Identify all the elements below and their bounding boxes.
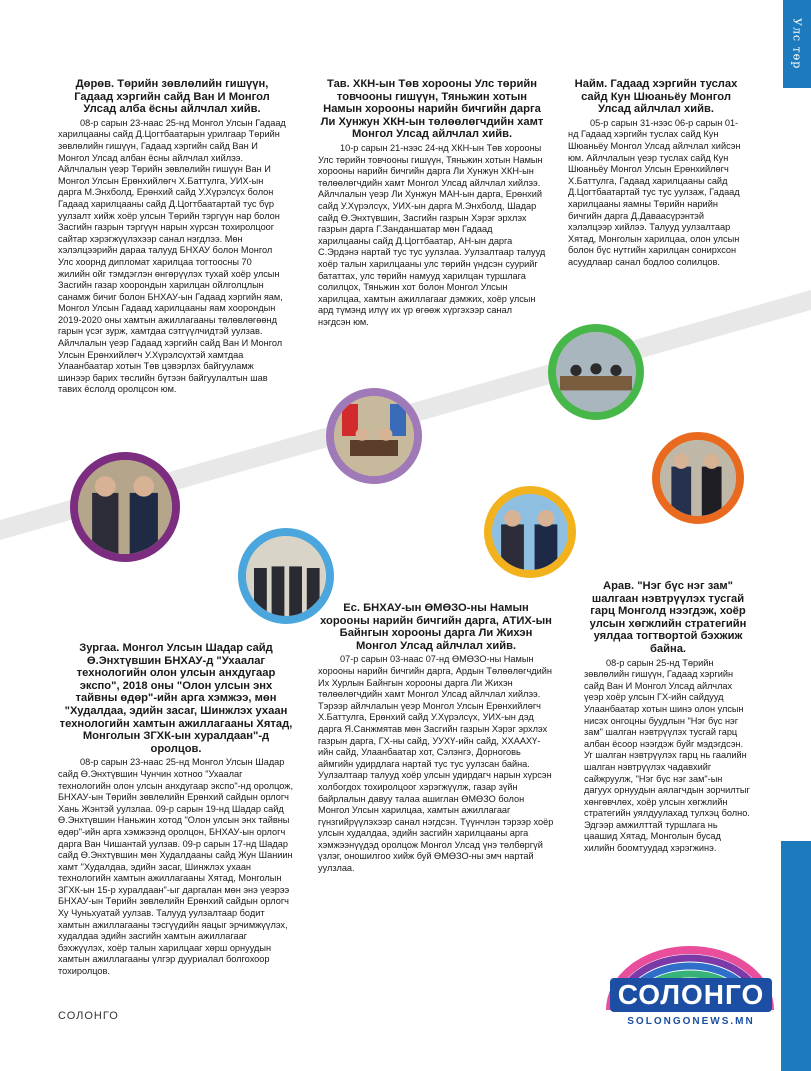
- corner-bar: [781, 841, 811, 1071]
- article-body: 08-р сарын 23-наас 25-нд Монгол Улсын Гадаад харилцааны сайд Д.Цогтбаатарын урилгаар Төрийн зөвлөлийн гишүүн, Гадаад хэргийн сайд Ван И Монгол Улсад албан ёсны айлчлал хийлээ. Айлчлалын үеэр Төрийн зөвлөлийн гишүүн Ван И Монгол Улсын Ерөнхийлөгч Х.Баттулга, УИХ-ын дарга М.Энхболд, Ерөнхий сайд У.Хүрэлсүх болон Гадаад харилцааны сайд Д.Цогтбаатартай тус бүр уулзалт хийж хоёр улсын Төрийн тэргүүн нар болон Засгийн газрын тэргүүн нарын хүрсэн тохиролцоог сайтар хэрэгжүүлэхээр санал нэгдлээ. Мөн хэлэлцээрийн дараа талууд БНХАУ болон Монгол Улс хоорнд дипломат харилцаа тогтоосны 70 жилийн ойг тэмдэглэн өнгөрүүлэх тухай хоёр улсын Засгийн газар хоорондын харилцан ойлголцлын санамж бичиг болон БНХАУ-ын Гадаад хэргийн яам, Монгол Улсын Гадаад харилцааны яам хоорондын 2019-2020 оны хамтын ажиллагааны төлөвлөгөөнд гарын үсэг зурж, хамтдаа сэтгүүлчидтэй уулзав. Айлчлалын үеэр Гадаад хэргийн сайд Ван И Монгол Улсын Ерөнхийлөгч У.Хүрэлсүхтэй хамтдаа Улаанбаатар хотын Төв цэвэрлэх байгууламж шинээр барих төслийн бүтээн байгуулалтын шав тавих ёслолд оролцсон юм.: [58, 117, 286, 395]
- photo-bubble-3: [548, 324, 644, 420]
- article-body: 07-р сарын 03-наас 07-нд ӨМӨЗО-ны Намын хорооны нарийн бичгийн дарга, Ардын Төлөөлөгчдийн Их Хурлын Байнгын хорооны дарга Ли Жихэн төлөөлөгчдийн хамт Монгол Улсад айлчлал хийлээ. Тэрээр айлчлалын үеэр Монгол Улсын Ерөнхийлөгч Х.Баттулга, Ерөнхий сайд У.Хүрэлсүх, УИХ-ын дэд дарга Я.Санжмятав мөн Засгийн газрын Хэрэг эрхлэх газрын дарга, ГХ-ны сайд, УУХҮ-ийн сайд, ХХААХҮ-ийн сайд, Улаанбаатар хот, Сэлэнгэ, Дорноговь аймгийн удирдлага нартай тус тус уулзсан байна. Уулзалтаар талууд хоёр улсын удирдагч нарын хүрсэн холбогдох тохиролцоог хэрэгжүүлж, газар зүйн байрлалын давуу талаа ашиглан ӨМӨЗО болон Монгол Улсын харилцаа, хамтын ажиллагааг гүнзгийрүүлэхээр санал нэгдсэн. Түүнчлэн тэрээр хоёр улсын худалдаа, эдийн засгийн харилцааны арга хэмжээнүүдэд оролцож Монгол Улсад үнэ төлбөргүй үзлэг, оношилгоо хийж буй ӨМӨЗО-ны эмч нартай уулзлаа.: [318, 654, 554, 874]
- photo-table-icon: [556, 332, 636, 412]
- article-3: [568, 78, 744, 269]
- article-body: 05-р сарын 31-нээс 06-р сарын 01-нд Гадаад хэргийн туслах сайд Кун Шюаньёу Монгол Улсад айлчлал хийсэн юм. Айлчлалын үеэр туслах сайд Кун Шюаньёу Монгол Улсын Ерөнхийлөгч Х.Баттулга, Гадаад харилцааны сайд Д.Цогтбаатартай тус тус уулзаж, Гадаад харилцааны яамны Төрийн нарийн бичгийн дарга Д.Даваасүрэнтэй хэлэлцээр хийлээ. Талууд уулзалтаар Хятад, Монголын харилцаа, олон улсын болон бүс нутгийн харилцан сонирхсон асуудлаар санал бодлоо солилцов.: [568, 117, 741, 267]
- logo-title: СОЛОНГО: [610, 978, 772, 1012]
- photo-handshake-icon: [492, 494, 568, 570]
- photo-officials-icon: [660, 440, 736, 516]
- logo-site: SOLONGONEWS.MN: [627, 1016, 755, 1027]
- section-tab: Улс төр: [783, 0, 811, 88]
- photo-meeting-icon: [334, 396, 414, 476]
- article-5: [318, 602, 554, 875]
- photo-bubble-4: [652, 432, 744, 524]
- article-title: Ес. БНХАУ-ын ӨМӨЗО-ны Намын хорооны нарийн бичгийн дарга, АТИХ-ын Байнгын хорооны дарга Ли Жихэн Монгол Улсад айлчлал хийв.: [320, 602, 552, 652]
- article-title: Дөрөв. Төрийн зөвлөлийн гишүүн, Гадаад хэргийн сайд Ван И Монгол Улсад алба ёсны айлчлал хийв.: [74, 78, 270, 116]
- article-4: [58, 642, 294, 978]
- photo-handshake-icon: [78, 460, 172, 554]
- article-6: [584, 580, 752, 855]
- article-body: 10-р сарын 21-нээс 24-нд ХКН-ын Төв хорооны Улс төрийн товчооны гишүүн, Тяньжин хотын Намын хорооны нарийн бичгийн дарга Ли Хунжун ХКН-ын төлөөлөгчдийн хамт Монгол Улсад айлчлал хийлээ. Айлчлалын үеэр Ли Хунжун МАН-ын дарга, Ерөнхий сайд У.Хүрэлсүх, УИХ-ын дарга М.Энхболд, Шадар сайд Ө.Энхтүвшин, Засгийн газрын Хэрэг эрхлэх газрын дарга Г.Занданшатар мөн Гадаад харилцааны сайд Д.Цогтбаатар, АН-ын дарга С.Эрдэнэ нартай тус тус уулзлаа. Уулзалтаар талууд хоёр талын харилцааны улс төрийн үндсэн суурийг бататтах, улс төрийн намууд харилцан туршлага солилцох, Тяньжин хот болон Монгол Улсын харилцаа, хамтын ажиллагааг дэмжих, хоёр улсын ард түмэнд илүү их үр өгөөж хүргэхээр санал нэгдсэн юм.: [318, 142, 546, 327]
- article-title: Зургаа. Монгол Улсын Шадар сайд Ө.Энхтүвшин БНХАУ-д "Ухаалаг технологийн олон улсын анхдугаар экспо", 2018 оны "Олон улсын энх тайвны өдөр"-ийн арга хэмжээ, мөн "Худалдаа, эдийн засаг, Шинжлэх ухаан технологийн хамтын ажиллагааны Хятад, Монголын ЗГХК-ын хуралдаан"-д оролцов.: [59, 642, 293, 755]
- article-title: Найм. Гадаад хэргийн туслах сайд Кун Шюаньёу Монгол Улсад айлчлал хийв.: [574, 78, 738, 116]
- photo-bubble-2: [326, 388, 422, 484]
- article-body: 08-р сарын 25-нд Төрийн зөвлөлийн гишүүн, Гадаад хэргийн сайд Ван И Монгол Улсад айлчлах үеэр хоёр улсын ГХ-ийн сайдууд Улаанбаатар хотын шинэ олон улсын нисэх онгоцны буудлын "Нэг бүс нэг зам" шалган нэвтрүүлэх тусгай гарц албан ёсоор нээгдэж буйг мэдэгдсэн. Уг шалган нэвтрүүлэх гарц нь гаалийн шалган нэвтрүүлэх чадавхийг сайжруулж, "Нэг бүс нэг зам"-ын дагуух орнуудын аялагчдын зорчилтыг хөнгөвчлөх, хоёр улсын хөгжлийн стратегийн уялдуулахад тулхэц болно. Эдгээр амжилттай туршлага нь цаашид Хятад, Монголын бусад хилийн боомтуудад хэрэгжинэ.: [584, 657, 750, 854]
- photo-bubble-5: [484, 486, 576, 578]
- article-title: Тав. ХКН-ын Төв хорооны Улс төрийн товчооны гишүүн, Тяньжин хотын Намын хорооны нарийн бичгийн дарга Ли Хунжун ХКН-ын төлөөлөгчдийн хамт Монгол Улсад айлчлал хийв.: [320, 78, 544, 141]
- footer-brand: СОЛОНГО: [58, 1010, 119, 1022]
- photo-group-icon: [246, 536, 326, 616]
- article-body: 08-р сарын 23-наас 25-нд Монгол Улсын Шадар сайд Ө.Энхтүвшин Чунчин хотноо "Ухаалаг технологийн олон улсын анхдугаар экспо"-нд оролцож, БНХАУ-ын Төрийн зөвлөлийн Ерөнхий сайдын орлогч Хань Жэнтэй уулзлаа. 09-р сарын 19-нд Шадар сайд Ө.Энхтүвшин Наньжин хотод "Олон улсын энх тайвны өдөр"-ийн арга хэмжээнд оролцон, БНХАУ-ын орлогч дарга Ван Чишантай уулзав. 09-р сарын 17-нд Шадар сайд Ө.Энхтүвшин мөн Худалдааны сайд Жун Шаниин хамт "Худалдаа, эдийн засаг, Шинжлэх ухаан технологийн хамтын ажиллагааны Хятад, Монголын ЗГХК-ын 15-р хуралдаан"-ыг даргалан мөн энэ үеэрээ БНХАУ-ын Төрийн зөвлөлийн Ерөнхий сайдын орлогч Ху Чуньхуатай уулзав. Талууд уулзалтаар бодит хамтын ажиллагааны тэсгүүдийн яацыг эрчимжүүлэх, худалдаа эдийн засгийн хамтын ажиллагааг бэхжүүлэх, хоёр талын харилцааг хөрш орнуудын хамтын ажиллагааны үлгэр дууриалал болгохоор тохиролцов.: [58, 757, 293, 977]
- article-title: Арав. "Нэг бүс нэг зам" шалгаан нэвтрүүлэх тусгай гарц Монголд нээгдэж, хоёр улсын хөгжлийн стратегийн уялдаа тогтвортой бэхжиж байна.: [589, 580, 747, 655]
- photo-bubble-1: [70, 452, 180, 562]
- article-1: [58, 78, 286, 396]
- article-2: [318, 78, 546, 328]
